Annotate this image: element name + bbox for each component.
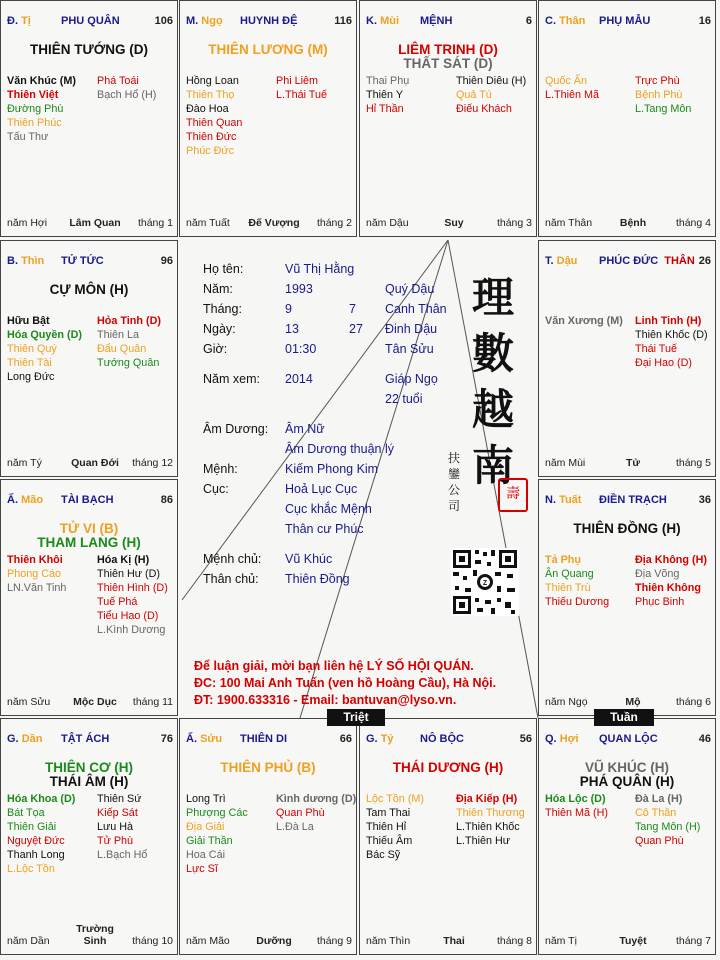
palace-name-text: PHỤ MẪU <box>599 15 651 27</box>
minor-star: Quan Phù <box>276 807 325 820</box>
label-thang: Tháng: <box>203 302 242 316</box>
minor-star: Tướng Quân <box>97 357 160 370</box>
palace-at-mao <box>0 479 178 716</box>
minor-star: Phong Cáo <box>7 568 62 581</box>
minor-star: Thiên Y <box>366 89 404 102</box>
value-cuc: Hoả Lục Cục <box>285 482 358 496</box>
label-menh-chu: Mệnh chủ: <box>203 552 262 566</box>
value-than-chu: Thiên Đồng <box>285 572 350 586</box>
minor-star: Hóa Lộc (D) <box>545 793 606 805</box>
right-stars <box>97 792 147 862</box>
value-nam-xem: 2014 <box>285 372 313 386</box>
palace-year: năm Thìn <box>366 935 411 947</box>
value-am-duong-2: Âm Dương thuận lý <box>285 442 394 456</box>
minor-star: Địa Võng <box>635 568 680 581</box>
minor-star: Tam Thai <box>366 807 411 820</box>
palace-stem-prefix: B. <box>7 255 18 267</box>
value-menh-chu: Vũ Khúc <box>285 552 333 566</box>
minor-star: Giải Thần <box>186 835 233 848</box>
palace-number: 6 <box>525 15 532 27</box>
palace-quy-hoi <box>538 718 716 955</box>
palace-year: năm Dậu <box>366 217 409 229</box>
palace-year: năm Dần <box>7 935 50 947</box>
palace-branch: Tý <box>380 733 394 745</box>
palace-position <box>545 733 579 745</box>
palace-month: tháng 5 <box>675 457 711 469</box>
minor-star: Bác Sỹ <box>366 849 401 862</box>
value-thang-am: 7 <box>349 302 356 316</box>
minor-star: Thiên Khôi <box>7 554 63 566</box>
palace-branch: Mão <box>21 494 44 506</box>
minor-star: Thai Phụ <box>366 75 410 87</box>
calligraphy-char-4: 南 <box>471 441 514 490</box>
palace-number: 116 <box>334 15 352 27</box>
palace-month: tháng 9 <box>316 935 352 947</box>
svg-text:Z: Z <box>482 580 488 587</box>
right-stars <box>456 792 525 848</box>
minor-star: Thiên Thương <box>456 807 525 820</box>
palace-month: tháng 3 <box>496 217 532 229</box>
palace-position <box>186 733 222 745</box>
palace-name <box>240 733 287 745</box>
palace-year: năm Tị <box>545 935 577 947</box>
right-stars <box>97 74 156 102</box>
minor-star: Tử Phù <box>97 835 134 848</box>
palace-year: năm Ngọ <box>545 696 588 708</box>
palace-ky-mui <box>359 0 537 237</box>
palace-year: năm Tuất <box>186 217 230 229</box>
palace-month: tháng 4 <box>675 217 711 229</box>
palace-mau-ngo <box>179 0 357 237</box>
palace-name-text: THIÊN DI <box>240 733 288 745</box>
minor-star: Hồng Loan <box>186 75 239 87</box>
main-star: VŨ KHÚC (H) <box>585 760 669 775</box>
right-stars <box>635 553 707 609</box>
left-stars <box>186 792 248 877</box>
minor-star: Phượng Các <box>186 807 248 820</box>
palace-binh-thin <box>0 240 178 477</box>
main-star: THIÊN LƯƠNG (M) <box>208 42 328 57</box>
value-thang: 9 <box>285 302 292 316</box>
palace-branch: Hợi <box>559 733 579 745</box>
label-ngay: Ngày: <box>203 322 236 336</box>
contact-phone-email: ĐT: 1900.633316 - Email: bantuvan@lyso.vn. <box>194 693 457 707</box>
minor-star: L.Đà La <box>276 821 314 834</box>
minor-star: Phục Binh <box>635 596 685 609</box>
minor-star: L.Bạch Hổ <box>97 849 148 862</box>
minor-star: Kiếp Sát <box>97 807 138 820</box>
minor-star: Tấu Thư <box>7 131 49 144</box>
left-stars <box>545 74 599 102</box>
palace-stem-prefix: T. <box>545 255 554 267</box>
minor-star: Hóa Kị (H) <box>97 554 150 566</box>
palace-position <box>7 15 31 27</box>
palace-branch: Dậu <box>556 255 578 267</box>
minor-star: Thiên Phúc <box>7 117 62 130</box>
palace-month: tháng 6 <box>675 696 711 708</box>
label-nam-xem: Năm xem: <box>203 372 260 386</box>
palace-name-text: ĐIỀN TRẠCH <box>599 494 667 506</box>
palace-nham-tuat <box>538 479 716 716</box>
main-star: THÁI ÂM (H) <box>49 774 129 789</box>
minor-star: Đà La (H) <box>635 793 683 805</box>
palace-branch: Tuất <box>559 494 582 506</box>
minor-star: Thiên Hư (D) <box>97 568 161 581</box>
palace-name <box>61 494 114 506</box>
minor-star: Cô Thần <box>635 807 677 820</box>
right-stars <box>635 792 700 848</box>
palace-name <box>420 733 464 745</box>
palace-position <box>545 494 581 506</box>
left-stars <box>186 74 242 159</box>
value-ngay-can-chi: Đinh Dậu <box>385 322 438 336</box>
left-stars <box>7 792 75 877</box>
palace-stage: Bệnh <box>619 217 647 229</box>
minor-star: Thiên Tài <box>7 357 52 370</box>
contact-address: ĐC: 100 Mai Anh Tuấn (ven hồ Hoàng Cầu), Hà Nội. <box>194 676 497 690</box>
palace-stem-prefix: Đ. <box>7 15 18 27</box>
palace-name-text: MỆNH <box>420 15 453 27</box>
palace-number: 76 <box>160 733 173 745</box>
palace-tan-dau <box>538 240 716 477</box>
label-gio: Giờ: <box>203 342 228 356</box>
minor-star: Quốc Ấn <box>545 75 588 87</box>
minor-star: Điếu Khách <box>456 103 512 116</box>
minor-star: Thiên Quan <box>186 117 243 130</box>
value-ho-ten: Vũ Thị Hằng <box>285 262 355 276</box>
minor-star: Tuế Phá <box>97 596 138 609</box>
minor-star: Trực Phù <box>635 75 680 87</box>
palace-stage: Dưỡng <box>256 935 292 947</box>
left-stars <box>366 792 424 862</box>
palace-name-text: TỬ TỨC <box>61 255 104 267</box>
palace-month: tháng 7 <box>675 935 711 947</box>
palace-number: 86 <box>160 494 173 506</box>
palace-branch: Tị <box>21 15 31 27</box>
minor-star: L.Lộc Tồn <box>7 863 55 876</box>
minor-star: Long Đức <box>7 371 55 384</box>
palace-name-text: HUYNH ĐỆ <box>240 15 298 27</box>
palace-position <box>545 255 577 267</box>
palace-month: tháng 10 <box>132 935 173 947</box>
minor-star: Phá Toái <box>97 75 139 87</box>
palace-month: tháng 8 <box>496 935 532 947</box>
minor-star: L.Thái Tuế <box>276 89 328 102</box>
palace-number: 66 <box>339 733 352 745</box>
palace-name-text: TÀI BẠCH <box>61 494 114 506</box>
minor-star: Long Trì <box>186 793 226 805</box>
minor-star: Thiên Diêu (H) <box>456 75 527 87</box>
value-nam: 1993 <box>285 282 313 296</box>
palace-stage: Đế Vượng <box>248 217 300 229</box>
palace-position <box>7 255 44 267</box>
right-stars <box>635 314 708 370</box>
value-gio-can-chi: Tân Sửu <box>385 342 434 356</box>
palace-number: 106 <box>154 15 173 27</box>
minor-star: Thiên Hỉ <box>366 821 407 834</box>
palace-name <box>599 494 667 506</box>
palace-position <box>366 733 394 745</box>
palace-name <box>599 15 650 27</box>
palace-giap-dan <box>0 718 178 955</box>
palace-name-text: NÔ BỘC <box>420 733 464 745</box>
palace-stem-prefix: K. <box>366 15 377 27</box>
value-ngay: 13 <box>285 322 299 336</box>
left-stars <box>7 553 66 595</box>
palace-number: 16 <box>698 15 711 27</box>
calligraphy-logo <box>468 270 518 494</box>
palace-year: năm Mão <box>186 935 230 947</box>
value-am-duong: Âm Nữ <box>285 422 325 436</box>
palace-stage: Mộ <box>625 696 641 708</box>
main-star: THÁI DƯƠNG (H) <box>392 760 504 775</box>
minor-star: Thiên Giải <box>7 821 57 834</box>
minor-star: Thiên Sứ <box>97 793 142 805</box>
palace-name-text: PHU QUÂN <box>61 15 120 27</box>
main-star: THIÊN CƠ (H) <box>44 760 133 775</box>
minor-star: Phi Liêm <box>276 75 319 87</box>
minor-star: L.Thiên Hư <box>456 835 511 848</box>
minor-star: Kình dương (D) <box>276 793 357 805</box>
palace-stem-prefix: G. <box>7 733 19 745</box>
value-cuc-2: Cục khắc Mệnh <box>285 502 372 516</box>
minor-star: L.Thiên Khốc <box>456 821 520 834</box>
main-star: THAM LANG (H) <box>37 535 141 550</box>
minor-star: Thiếu Âm <box>366 835 413 848</box>
palace-position <box>186 15 223 27</box>
palace-stem-prefix: N. <box>545 494 556 506</box>
minor-star: Lộc Tồn (M) <box>366 793 425 805</box>
main-star: TỬ VI (B) <box>59 521 119 536</box>
palace-number: 36 <box>698 494 711 506</box>
palace-position <box>7 494 43 506</box>
value-nam-can-chi: Quý Dậu <box>385 282 435 296</box>
palace-year: năm Tý <box>7 457 42 469</box>
minor-star: Nguyệt Đức <box>7 835 65 848</box>
minor-star: Thiên Việt <box>7 89 59 102</box>
palace-name <box>420 15 452 27</box>
palace-number: 96 <box>160 255 173 267</box>
palace-stem-prefix: Ấ. <box>186 733 197 745</box>
palace-name-text: TẬT ÁCH <box>61 733 110 745</box>
palace-month: tháng 2 <box>316 217 352 229</box>
minor-star: Thiên Đức <box>186 131 237 144</box>
contact-line-1: Để luận giải, mời bạn liên hệ LÝ SỐ HỘI QUÁN. <box>194 659 474 673</box>
palace-branch: Ngọ <box>201 15 223 27</box>
minor-star: Thiên Thọ <box>186 89 235 102</box>
palace-position <box>545 15 585 27</box>
palace-than-marker: THÂN <box>664 255 695 267</box>
right-stars <box>456 74 526 116</box>
minor-star: Hóa Khoa (D) <box>7 793 76 805</box>
palace-number: 46 <box>698 733 711 745</box>
palace-stem-prefix: C. <box>545 15 556 27</box>
minor-star: L.Kình Dương <box>97 624 166 637</box>
minor-star: Hỉ Thần <box>366 103 404 116</box>
palace-position <box>7 733 42 745</box>
minor-star: Địa Giải <box>186 821 225 834</box>
palace-number: 56 <box>519 733 532 745</box>
minor-star: Ân Quang <box>545 568 594 581</box>
left-stars <box>545 792 608 820</box>
palace-stem-prefix: G. <box>366 733 378 745</box>
left-stars <box>7 314 82 384</box>
minor-star: Lưu Hà <box>97 821 134 834</box>
palace-stage: Suy <box>444 217 464 229</box>
palace-year: năm Sửu <box>7 696 51 708</box>
minor-star: Hóa Quyền (D) <box>7 329 82 342</box>
minor-star: Đường Phù <box>7 103 64 116</box>
label-ho-ten: Họ tên: <box>203 262 244 276</box>
palace-number: 26 <box>698 255 711 267</box>
palace-stem-prefix: Ấ. <box>7 494 18 506</box>
calligraphy-char-2: 數 <box>471 329 514 378</box>
minor-star: L.Thiên Mã <box>545 89 600 102</box>
label-am-duong: Âm Dương: <box>203 422 269 436</box>
palace-name <box>61 15 120 27</box>
palace-name <box>240 15 297 27</box>
minor-star: Quan Phù <box>635 835 684 848</box>
palace-stage: Tử <box>625 457 641 469</box>
label-nam: Năm: <box>203 282 233 296</box>
palace-stage: Trường Sinh <box>76 923 114 947</box>
palace-branch: Thìn <box>21 255 45 267</box>
palace-name <box>61 733 109 745</box>
calligraphy-char-1: 理 <box>471 273 514 322</box>
minor-star: Thiên Không <box>635 582 701 595</box>
main-star: CỰ MÔN (H) <box>49 282 129 297</box>
value-tuoi: 22 tuổi <box>385 392 423 406</box>
left-stars <box>545 314 623 328</box>
minor-star: Văn Xương (M) <box>545 315 623 327</box>
palace-name-text: QUAN LỘC <box>599 733 658 745</box>
palace-stage: Thai <box>443 935 465 947</box>
main-star: THIÊN ĐỒNG (H) <box>573 521 681 536</box>
triet-tag: Triệt <box>327 709 385 726</box>
minor-star: Thiên Hình (D) <box>97 582 168 595</box>
minor-star: Thái Tuế <box>635 343 678 356</box>
palace-month: tháng 11 <box>132 696 173 708</box>
red-seal-stamp: 壽 <box>498 478 528 512</box>
minor-star: LN.Văn Tinh <box>7 582 67 595</box>
palace-branch: Thân <box>559 15 586 27</box>
minor-star: Địa Kiếp (H) <box>456 793 518 805</box>
left-stars <box>7 74 76 144</box>
minor-star: Linh Tinh (H) <box>635 315 702 327</box>
value-menh: Kiếm Phong Kim <box>285 462 379 476</box>
minor-star: Thiên La <box>97 329 140 342</box>
right-stars <box>97 314 161 370</box>
qr-code-icon[interactable] <box>451 548 519 616</box>
minor-star: Văn Khúc (M) <box>7 75 76 87</box>
palace-name <box>61 255 104 267</box>
palace-position <box>366 15 399 27</box>
minor-star: Tang Môn (H) <box>635 821 701 834</box>
calligraphy-char-3: 越 <box>471 385 514 434</box>
main-star: THIÊN PHỦ (B) <box>220 760 316 775</box>
minor-star: Thiên Khốc (D) <box>635 329 708 342</box>
right-stars <box>97 553 168 638</box>
minor-star: Bát Tọa <box>7 807 45 820</box>
value-cuc-3: Thân cư Phúc <box>285 522 364 536</box>
minor-star: Bệnh Phù <box>635 89 683 102</box>
minor-star: Thiên Trù <box>545 582 591 595</box>
label-menh: Mệnh: <box>203 462 238 476</box>
minor-star: Tiểu Hao (D) <box>97 610 159 623</box>
left-stars <box>366 74 409 116</box>
label-cuc: Cục: <box>203 482 229 496</box>
right-stars <box>276 74 327 102</box>
minor-star: Quả Tú <box>456 89 492 102</box>
minor-star: Thiếu Dương <box>545 596 610 609</box>
minor-star: Lực Sĩ <box>186 863 218 876</box>
minor-star: Tả Phụ <box>545 554 581 566</box>
minor-star: Đại Hao (D) <box>635 357 692 370</box>
palace-branch: Sửu <box>200 733 223 745</box>
minor-star: Thanh Long <box>7 849 65 862</box>
value-thang-can-chi: Canh Thân <box>385 302 447 316</box>
main-star: THIÊN TƯỚNG (D) <box>30 42 148 57</box>
right-stars <box>276 792 356 834</box>
palace-year: năm Thân <box>545 217 593 229</box>
minor-star: Đẩu Quân <box>97 343 147 356</box>
tuan-tag: Tuần <box>594 709 654 726</box>
minor-star: Đào Hoa <box>186 103 229 116</box>
minor-star: Bạch Hổ (H) <box>97 89 157 102</box>
minor-star: Hỏa Tinh (D) <box>97 315 161 327</box>
center-info-panel <box>178 238 537 716</box>
palace-stage: Quan Đới <box>71 457 119 469</box>
value-nam-xem-can-chi: Giáp Ngọ <box>385 372 438 386</box>
minor-star: Thiên Mã (H) <box>545 807 608 820</box>
main-star: LIÊM TRINH (D) <box>398 42 498 57</box>
minor-star: Địa Không (H) <box>635 554 707 566</box>
minor-star: Thiên Quý <box>7 343 57 356</box>
main-star: THẤT SÁT (D) <box>403 56 493 71</box>
palace-stem-prefix: M. <box>186 15 199 27</box>
palace-branch: Dần <box>21 733 43 745</box>
value-gio: 01:30 <box>285 342 317 356</box>
left-stars <box>545 553 609 609</box>
palace-year: năm Hợi <box>7 217 48 229</box>
seal-side-text: 扶 鑾 公 司 <box>448 451 461 513</box>
palace-giap-ty <box>359 718 537 955</box>
main-star: PHÁ QUÂN (H) <box>579 774 675 789</box>
label-than-chu: Thân chủ: <box>203 572 259 586</box>
palace-stem-prefix: Q. <box>545 733 557 745</box>
palace-canh-than <box>538 0 716 237</box>
palace-at-suu <box>179 718 357 955</box>
palace-branch: Mùi <box>380 15 400 27</box>
minor-star: Hoa Cái <box>186 849 226 862</box>
right-stars <box>635 74 691 116</box>
palace-year: năm Mùi <box>545 457 586 469</box>
palace-month: tháng 1 <box>137 217 173 229</box>
palace-name <box>599 733 658 745</box>
palace-stage: Tuyệt <box>619 935 647 947</box>
palace-name <box>599 255 695 267</box>
palace-stage: Lâm Quan <box>69 217 121 229</box>
value-ngay-am: 27 <box>349 322 363 336</box>
palace-name-text: PHÚC ĐỨC <box>599 255 659 267</box>
palace-month: tháng 12 <box>132 457 173 469</box>
palace-dau-ti <box>0 0 178 237</box>
minor-star: Phúc Đức <box>186 145 235 158</box>
minor-star: L.Tang Môn <box>635 103 692 116</box>
minor-star: Hữu Bật <box>7 315 50 327</box>
palace-stage: Mộc Dục <box>73 696 117 708</box>
